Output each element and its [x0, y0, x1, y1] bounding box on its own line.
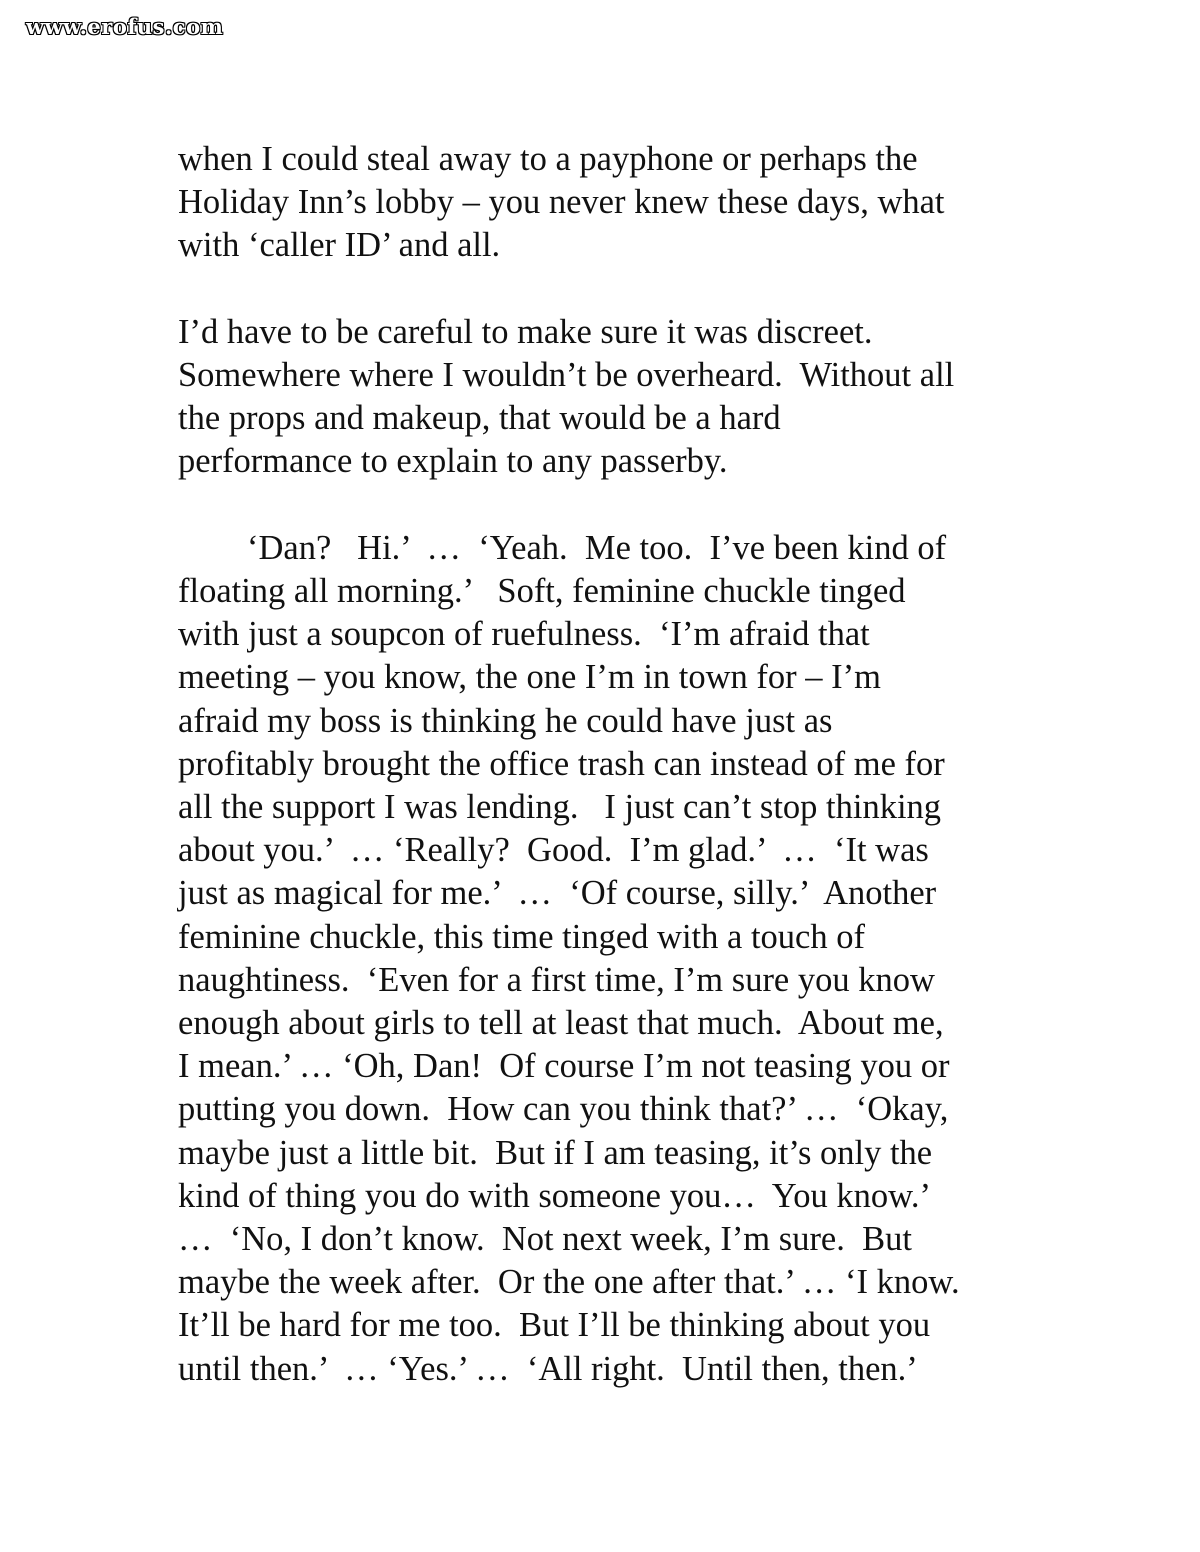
- text-line: all the support I was lending. I just can’t stop thinking: [178, 788, 942, 827]
- text-line: I mean.’ … ‘Oh, Dan! Of course I’m not teasing you or: [178, 1047, 950, 1086]
- text-line: when I could steal away to a payphone or perhaps the: [178, 140, 918, 178]
- text-line: Somewhere where I wouldn’t be overheard. Without all: [178, 356, 955, 394]
- text-line: maybe the week after. Or the one after that.’ … ‘I know.: [178, 1263, 960, 1302]
- text-line: profitably brought the office trash can instead of me for: [178, 744, 945, 783]
- text-line: … ‘No, I don’t know. Not next week, I’m sure. But: [178, 1220, 912, 1259]
- text-line: naughtiness. ‘Even for a first time, I’m sure you know: [178, 960, 935, 999]
- text-line: feminine chuckle, this time tinged with a touch of: [178, 917, 865, 956]
- text-line: Holiday Inn’s lobby – you never knew these days, what: [178, 183, 945, 222]
- document-body: [178, 138, 1038, 1391]
- text-line: until then.’ … ‘Yes.’ … ‘All right. Until then, then.’: [178, 1349, 918, 1388]
- text-line: enough about girls to tell at least that much. About me,: [178, 1004, 944, 1043]
- text-line: floating all morning.’ Soft, feminine chuckle tinged: [178, 572, 906, 610]
- text-line: performance to explain to any passerby.: [178, 442, 728, 481]
- paragraph-1: [178, 138, 1038, 268]
- paragraph-3: [178, 527, 1038, 1391]
- text-line: I’d have to be careful to make sure it was discreet.: [178, 312, 873, 351]
- text-line: maybe just a little bit. But if I am teasing, it’s only the: [178, 1133, 933, 1172]
- watermark-text: www.erofus.com: [26, 14, 224, 39]
- text-line: It’ll be hard for me too. But I’ll be thinking about you: [178, 1306, 931, 1345]
- text-line: kind of thing you do with someone you… You know.’: [178, 1176, 931, 1215]
- text-line: ‘Dan? Hi.’ … ‘Yeah. Me too. I’ve been kind of: [178, 528, 947, 567]
- text-line: with just a soupcon of ruefulness. ‘I’m afraid that: [178, 615, 870, 654]
- text-line: about you.’ … ‘Really? Good. I’m glad.’ … ‘It was: [178, 831, 929, 870]
- paragraph-2: [178, 311, 1038, 484]
- text-line: putting you down. How can you think that?’ … ‘Okay,: [178, 1090, 949, 1129]
- text-line: meeting – you know, the one I’m in town for – I’m: [178, 658, 881, 697]
- text-line: just as magical for me.’ … ‘Of course, silly.’ Another: [178, 874, 937, 913]
- text-line: afraid my boss is thinking he could have just as: [178, 701, 833, 740]
- text-line: the props and makeup, that would be a hard: [178, 399, 781, 438]
- text-line: with ‘caller ID’ and all.: [178, 226, 501, 265]
